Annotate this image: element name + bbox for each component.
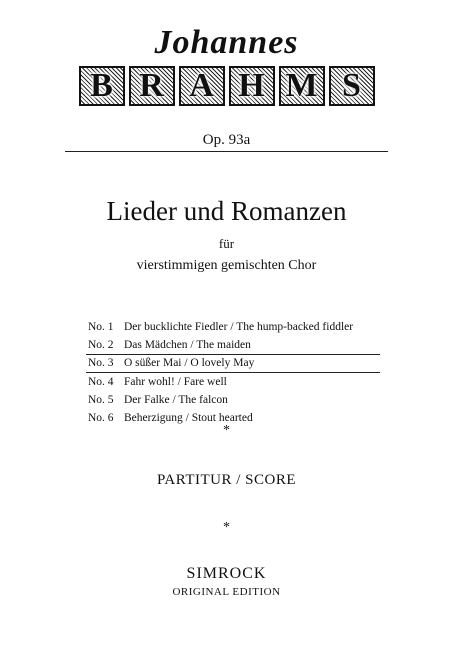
song-number: No. 3 bbox=[88, 357, 114, 369]
composer-last-name bbox=[0, 66, 453, 110]
publisher-name: SIMROCK bbox=[186, 565, 267, 582]
song-number: No. 4 bbox=[88, 376, 114, 388]
song-number: No. 6 bbox=[88, 412, 114, 424]
song-number: No. 5 bbox=[88, 394, 114, 406]
ornamental-letter: H bbox=[229, 66, 275, 106]
list-item bbox=[88, 391, 388, 409]
song-title: Beherzigung / Stout hearted bbox=[124, 412, 253, 424]
score-label: PARTITUR / SCORE bbox=[156, 472, 297, 488]
divider-rule bbox=[65, 151, 388, 152]
list-item bbox=[88, 373, 388, 391]
list-item bbox=[88, 318, 388, 336]
opus-number: Op. 93a bbox=[202, 132, 251, 148]
song-number: No. 1 bbox=[88, 321, 114, 333]
song-title: Der Falke / The falcon bbox=[124, 394, 228, 406]
composer-first-name: Johannes bbox=[154, 24, 299, 61]
list-item bbox=[88, 336, 388, 354]
ornamental-letter: A bbox=[179, 66, 225, 106]
ornamental-letter: S bbox=[329, 66, 375, 106]
song-list bbox=[88, 318, 388, 427]
work-subtitle: vierstimmigen gemischten Chor bbox=[136, 258, 317, 273]
song-title: Fahr wohl! / Fare well bbox=[124, 376, 227, 388]
star-ornament: * bbox=[223, 423, 230, 438]
list-item-highlighted bbox=[86, 354, 380, 373]
ornamental-letter: R bbox=[129, 66, 175, 106]
ornamental-letter: M bbox=[279, 66, 325, 106]
song-title: Das Mädchen / The maiden bbox=[124, 339, 251, 351]
star-ornament: * bbox=[223, 520, 230, 535]
song-title: Der bucklichte Fiedler / The hump-backed fiddler bbox=[124, 321, 354, 333]
edition-label: ORIGINAL EDITION bbox=[172, 586, 281, 598]
song-number: No. 2 bbox=[88, 339, 114, 351]
ornamental-letter: B bbox=[79, 66, 125, 106]
work-title: Lieder und Romanzen bbox=[106, 196, 347, 226]
song-title: O süßer Mai / O lovely May bbox=[124, 357, 255, 369]
for-label: für bbox=[218, 236, 235, 251]
